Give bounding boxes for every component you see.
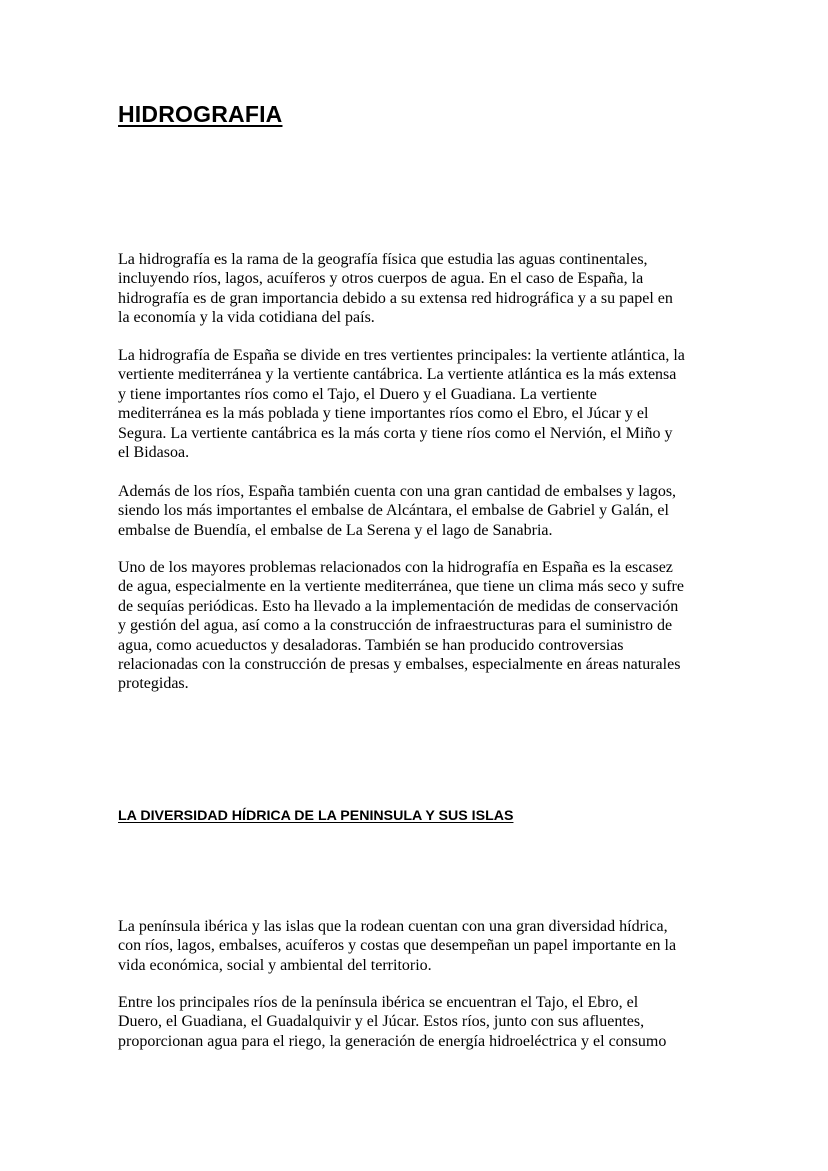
text-line: de agua, especialmente en la vertiente mediterránea, que tiene un clima más seco y sufre	[118, 578, 684, 596]
text-line: Entre los principales ríos de la península ibérica se encuentran el Tajo, el Ebro, el	[118, 994, 639, 1011]
text-line: La península ibérica y las islas que la rodean cuentan con una gran diversidad hídrica,	[118, 918, 668, 935]
text-line: Uno de los mayores problemas relacionados con la hidrografía en España es la escasez	[118, 559, 673, 576]
text-line: siendo los más importantes el embalse de Alcántara, el embalse de Gabriel y Galán, el	[118, 502, 669, 520]
text-line: vida económica, social y ambiental del territorio.	[118, 956, 432, 974]
text-line: proporcionan agua para el riego, la generación de energía hidroeléctrica y el consumo	[118, 1032, 667, 1050]
text-line: La hidrografía es la rama de la geografía física que estudia las aguas continentales,	[118, 251, 648, 268]
text-line: la economía y la vida cotidiana del país.	[118, 309, 375, 327]
text-line: Duero, el Guadiana, el Guadalquivir y el Júcar. Estos ríos, junto con sus afluentes,	[118, 1013, 645, 1031]
text-line: Además de los ríos, España también cuenta con una gran cantidad de embalses y lagos,	[118, 483, 677, 500]
paragraph-escasez	[118, 558, 718, 694]
text-line: vertiente mediterránea y la vertiente cantábrica. La vertiente atlántica es la más extensa	[118, 366, 677, 384]
text-line: el Bidasoa.	[118, 444, 190, 462]
paragraph-vertientes	[118, 346, 718, 462]
text-line: Segura. La vertiente cantábrica es la más corta y tiene ríos como el Nervión, el Miño y	[118, 424, 673, 442]
text-line: mediterránea es la más poblada y tiene importantes ríos como el Ebro, el Júcar y el	[118, 405, 649, 423]
section-subtitle: LA DIVERSIDAD HÍDRICA DE LA PENINSULA Y SUS ISLAS	[118, 808, 514, 824]
paragraph-definition	[118, 250, 718, 328]
text-line: incluyendo ríos, lagos, acuíferos y otros cuerpos de agua. En el caso de España, la	[118, 270, 644, 288]
text-line: agua, como acueductos y desaladoras. También se han producido controversias	[118, 636, 624, 654]
text-line: con ríos, lagos, embalses, acuíferos y costas que desempeñan un papel importante en la	[118, 937, 677, 955]
paragraph-diversidad	[118, 917, 718, 975]
page-title: HIDROGRAFIA	[118, 101, 283, 127]
text-line: relacionadas con la construcción de presas y embalses, especialmente en áreas naturales	[118, 656, 681, 674]
text-line: embalse de Buendía, el embalse de La Serena y el lago de Sanabria.	[118, 521, 553, 539]
text-line: La hidrografía de España se divide en tres vertientes principales: la vertiente atlántica, la	[118, 347, 685, 364]
text-line: de sequías periódicas. Esto ha llevado a la implementación de medidas de conservación	[118, 597, 679, 615]
text-line: y tiene importantes ríos como el Tajo, el Duero y el Guadiana. La vertiente	[118, 385, 597, 403]
text-line: y gestión del agua, así como a la construcción de infraestructuras para el suministro de	[118, 617, 673, 635]
text-line: hidrografía es de gran importancia debido a su extensa red hidrográfica y a su papel en	[118, 289, 673, 307]
paragraph-embalses	[118, 482, 718, 540]
paragraph-rios-principales	[118, 993, 718, 1051]
text-line: protegidas.	[118, 675, 189, 693]
